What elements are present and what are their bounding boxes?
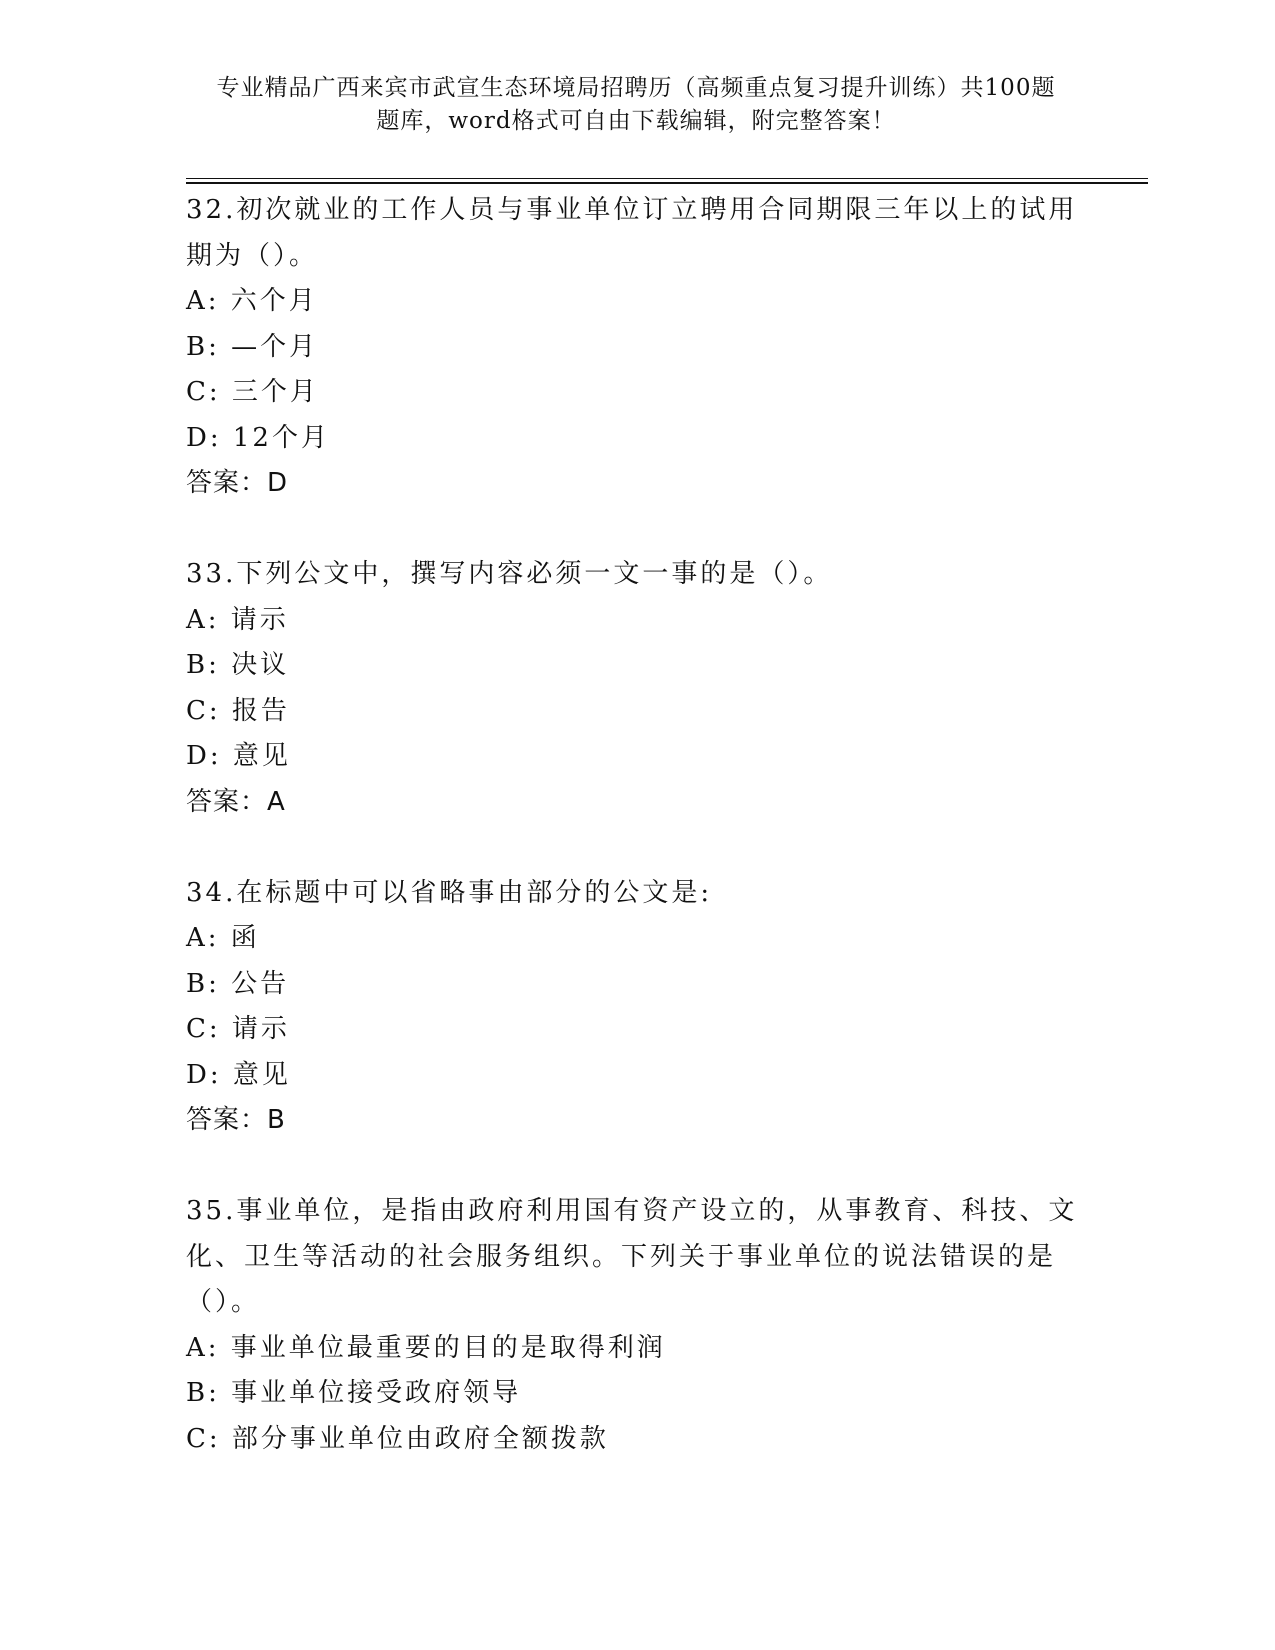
option-d: D: 意见: [186, 1059, 291, 1090]
option-b: B: 决议: [186, 650, 290, 680]
option-b: B: 事业单位接受政府领导: [186, 1378, 522, 1408]
option-a: A: 函: [186, 923, 260, 953]
option-a: A: 事业单位最重要的目的是取得利润: [186, 1332, 666, 1363]
header-divider-thin: [186, 178, 1148, 179]
document-header: [186, 72, 1086, 138]
question-list: [186, 188, 1086, 1508]
option-b: B: —个月: [186, 331, 319, 362]
option-d: D: 12个月: [186, 422, 330, 453]
question-stem: 33.下列公文中，撰写内容必须一文一事的是（）。: [186, 559, 833, 589]
answer-line: 答案：B: [186, 1105, 286, 1135]
question-stem: 35.事业单位，是指由政府利用国有资产设立的，从事教育、科技、文化、卫生等活动的社会服务组织。下列关于事业单位的说法错误的是（）。: [186, 1196, 1078, 1317]
question-34: [186, 871, 1086, 1144]
question-35: [186, 1189, 1086, 1462]
option-a: A: 六个月: [186, 286, 318, 316]
option-c: C: 部分事业单位由政府全额拨款: [186, 1423, 609, 1454]
question-32: [186, 188, 1086, 507]
option-d: D: 意见: [186, 741, 291, 771]
option-b: B: 公告: [186, 968, 290, 999]
question-stem: 32.初次就业的工作人员与事业单位订立聘用合同期限三年以上的试用期为（）。: [186, 195, 1078, 271]
answer-line: 答案：D: [186, 468, 289, 498]
header-divider-thick: [186, 182, 1148, 184]
option-c: C: 报告: [186, 695, 290, 726]
question-stem: 34.在标题中可以省略事由部分的公文是:: [186, 877, 713, 908]
answer-line: 答案：A: [186, 786, 286, 817]
header-title-line-1: 专业精品广西来宾市武宣生态环境局招聘历（高频重点复习提升训练）共100题: [216, 75, 1056, 101]
option-c: C: 三个月: [186, 377, 319, 407]
option-c: C: 请示: [186, 1014, 290, 1044]
question-33: [186, 552, 1086, 825]
option-a: A: 请示: [186, 604, 289, 635]
header-title-line-2: 题库，word格式可自由下载编辑，附完整答案！: [376, 108, 896, 134]
